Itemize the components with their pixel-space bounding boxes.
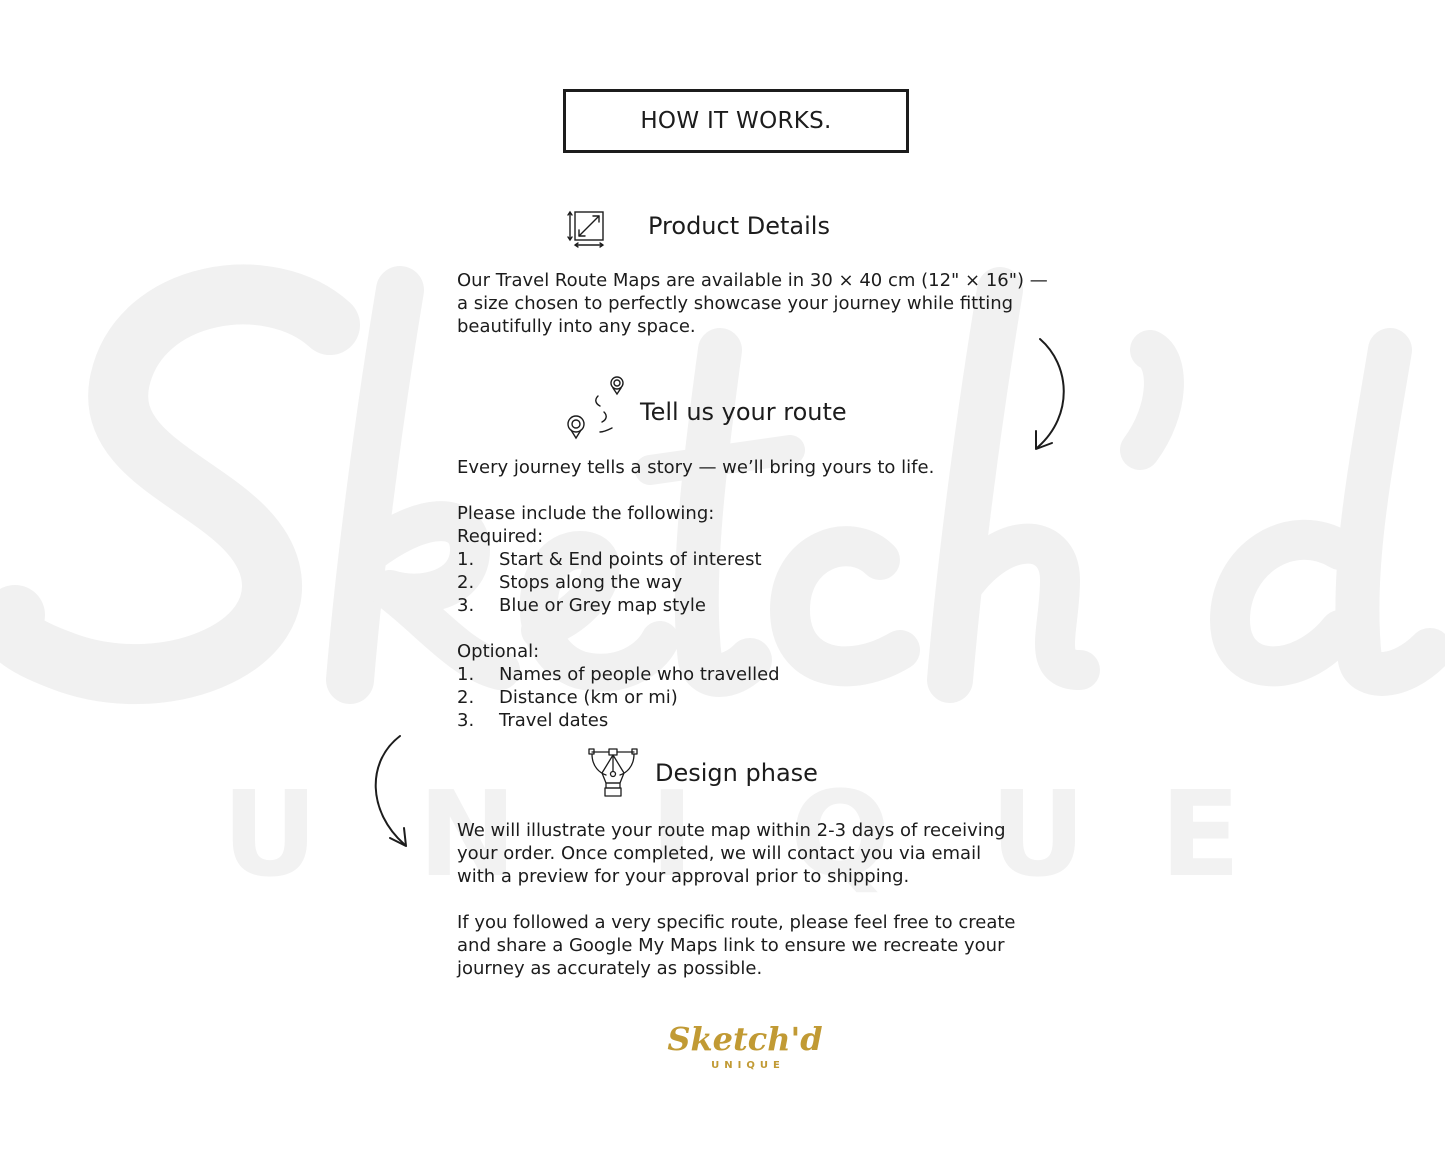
route-intro: Every journey tells a story — we’ll bring yours to life. — [457, 457, 935, 478]
design-phase-heading: Design phase — [655, 759, 818, 787]
watermark-letter: N — [418, 765, 517, 903]
watermark-letter: U — [990, 765, 1086, 903]
resize-frame-icon — [567, 209, 607, 249]
header-title: HOW IT WORKS. — [640, 108, 832, 134]
curved-arrow-down-icon — [1022, 335, 1082, 455]
logo-name: Sketch'd — [667, 1020, 823, 1058]
tell-route-text — [457, 456, 1037, 732]
product-details-heading: Product Details — [648, 212, 830, 240]
product-details-text — [457, 269, 1048, 338]
route-optional-label: Optional: — [457, 641, 540, 662]
design-line: your order. Once completed, we will contact you via email — [457, 843, 982, 864]
product-line: a size chosen to perfectly showcase your journey while fitting — [457, 293, 1014, 314]
watermark-letter: U — [222, 765, 318, 903]
how-it-works-header — [563, 89, 909, 153]
list-item: 2. Distance (km or mi) — [457, 687, 678, 708]
watermark-letter: Q — [790, 765, 891, 903]
route-include-label: Please include the following: — [457, 503, 715, 524]
design-line: journey as accurately as possible. — [457, 958, 763, 979]
product-line: Our Travel Route Maps are available in 30 × 40 cm (12" × 16") — — [457, 270, 1048, 291]
brand-logo — [640, 1018, 850, 1088]
watermark-letter: E — [1160, 765, 1241, 903]
design-line: and share a Google My Maps link to ensure we recreate your — [457, 935, 1005, 956]
list-item: 3. Blue or Grey map style — [457, 595, 706, 616]
design-line: with a preview for your approval prior to shipping. — [457, 866, 910, 887]
list-item: 1. Start & End points of interest — [457, 549, 762, 570]
curved-arrow-down-icon — [360, 732, 420, 852]
logo-sub: UNIQUE — [711, 1060, 785, 1071]
list-item: 1. Names of people who travelled — [457, 664, 780, 685]
list-item: 3. Travel dates — [457, 710, 609, 731]
list-item: 2. Stops along the way — [457, 572, 683, 593]
design-line: We will illustrate your route map within 2-3 days of receiving — [457, 820, 1006, 841]
tell-route-heading: Tell us your route — [640, 398, 847, 426]
watermark-letter: I — [650, 765, 694, 903]
pen-tool-icon — [588, 747, 638, 799]
map-route-pins-icon — [560, 372, 630, 442]
route-required-label: Required: — [457, 526, 544, 547]
design-line: If you followed a very specific route, please feel free to create — [457, 912, 1016, 933]
product-line: beautifully into any space. — [457, 316, 696, 337]
design-phase-text — [457, 819, 1037, 980]
